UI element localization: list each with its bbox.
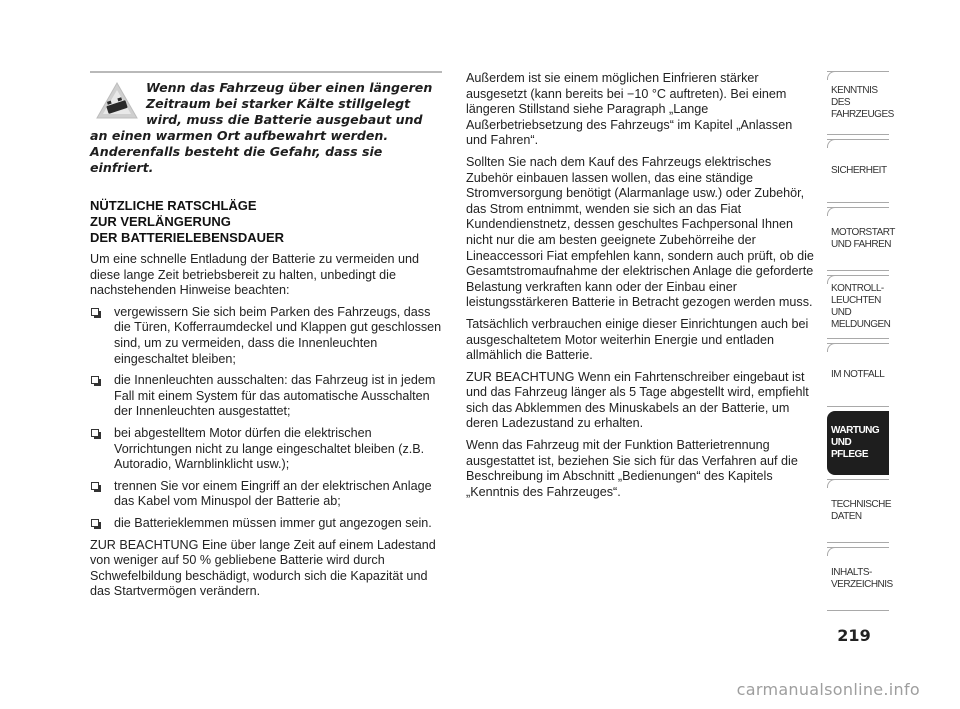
tab-motorstart-und-fahren[interactable]: MOTORSTART UND FAHREN [827,207,889,271]
list-item: bei abgestelltem Motor dürfen die elektrischen Vorrichtungen nicht zu lange eingeschaltet bleiben (z.B. Autoradio, Warnblinklicht usw.); [90,426,446,473]
tab-im-notfall[interactable]: IM NOTFALL [827,343,889,407]
paragraph: ZUR BEACHTUNG Wenn ein Fahrtenschreiber eingebaut ist und das Fahrzeug länger als 5 Tage abgestellt wird, empfiehlt sich das Abklemmen des Minuskabels an der Batterie, um deren Ladezustand zu erhalten. [466,369,809,431]
left-column [90,198,446,606]
checkbox-bullet-icon [91,308,99,316]
checkbox-bullet-icon [91,429,99,437]
list-item: vergewissern Sie sich beim Parken des Fahrzeugs, dass die Türen, Kofferraumdeckel und Klappen gut geschlossen sind, um zu vermeiden, dass die Innenleuchten eingeschaltet bleiben; [90,305,446,367]
checkbox-bullet-icon [91,376,99,384]
tab-inhaltsverzeichnis[interactable]: INHALTS- VERZEICHNIS [827,547,889,611]
checkbox-bullet-icon [91,519,99,527]
right-column [466,71,816,506]
tab-kenntnis-des-fahrzeuges[interactable]: KENNTNIS DES FAHRZEUGES [827,71,889,135]
chapter-tabs [827,71,895,615]
intro-paragraph: Um eine schnelle Entladung der Batterie zu vermeiden und diese lange Zeit betriebsbereit zu halten, unbedingt die nachstehenden Hinweise beachten: [90,252,420,298]
tab-sicherheit[interactable]: SICHERHEIT [827,139,889,203]
warning-text: Wenn das Fahrzeug über einen längeren Zeitraum bei starker Kälte stillgelegt wird, muss die Batterie ausgebaut und an einen warmen Ort aufbewahrt werden. Anderenfalls besteht die Gefahr, dass sie einfriert. [90,80,433,175]
tips-list [90,305,446,532]
paragraph: Tatsächlich verbrauchen einige dieser Einrichtungen auch bei ausgeschaltetem Motor weiterhin Energie und entladen allmählich die Batterie. [466,316,809,363]
list-item: die Innenleuchten ausschalten: das Fahrzeug ist in jedem Fall mit einem System für das automatische Ausschalten der Innenleuchten ausgestattet; [90,373,446,420]
watermark: carmanualsonline.info [736,680,920,699]
paragraph: Sollten Sie nach dem Kauf des Fahrzeugs elektrisches Zubehör einbauen lassen wollen, das eine ständige Stromversorgung benötigt (Alarmanlage usw.) oder Zubehör, das Strom entnimmt, wenden sie sich an das Fiat Kundendienstnetz, dessen geschultes Fachpersonal Ihnen nicht nur die am besten geeignete Zubehörreihe der Lineaccessori Fiat empfehlen kann, sondern auch prüft, ob die Gesamtstromaufnahme der elektrischen Anlage die geforderte Belastung verkraften kann oder der Einbau einer leistungsstärkeren Batterie in Betracht gezogen werden muss. [466,154,814,310]
checkbox-bullet-icon [91,482,99,490]
warning-top-rule [90,71,442,73]
list-item: die Batterieklemmen müssen immer gut angezogen sein. [90,516,446,532]
tab-technische-daten[interactable]: TECHNISCHE DATEN [827,479,889,543]
note-paragraph: ZUR BEACHTUNG Eine über lange Zeit auf einem Ladestand von weniger auf 50 % gebliebene Batterie wird durch Schwefelbildung beschädigt, wodurch sich die Kapazität und das Startvermögen verändern. [90,537,436,599]
paragraph: Wenn das Fahrzeug mit der Funktion Batterietrennung ausgestattet ist, beziehen Sie sich für das Verfahren auf die Beschreibung im Abschnitt „Bedienungen“ des Kapitels „Kenntnis des Fahrzeuges“. [466,438,798,499]
list-item: trennen Sie vor einem Eingriff an der elektrischen Anlage das Kabel vom Minuspol der Batterie ab; [90,479,446,510]
tab-kontrollleuchten-und-meldungen[interactable]: KONTROLL- LEUCHTEN UND MELDUNGEN [827,275,889,339]
tab-wartung-und-pflege[interactable]: WARTUNG UND PFLEGE [827,411,889,475]
page-number: 219 [837,626,871,645]
paragraph: Außerdem ist sie einem möglichen Einfrieren stärker ausgesetzt (kann bereits bei −10 °C auftreten). Bei einem längeren Stillstand siehe Paragraph „Lange Außerbetriebsetzung des Fahrzeugs“ im Kapitel „Anlassen und Fahren“. [466,71,793,148]
section-heading: NÜTZLICHE RATSCHLÄGE ZUR VERLÄNGERUNG DER BATTERIELEBENSDAUER [90,198,285,245]
